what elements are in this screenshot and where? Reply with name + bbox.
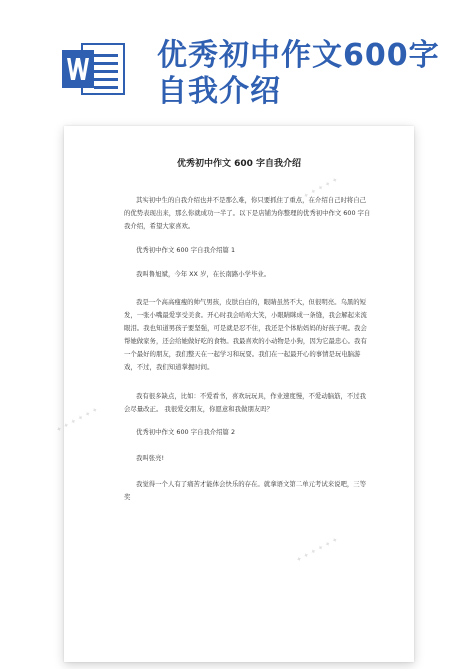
paragraph: 我叫张亮! (136, 454, 165, 462)
section-heading: 优秀初中作文 600 字自我介绍篇 2 (136, 428, 236, 436)
paragraph: 我是一个高高瘦瘦的帅气男孩，皮肤白白的，眼睛虽然不大，但很明亮。乌黑的短发，一张小嘴最爱享受美食。开心时我会哈哈大笑，小眼睛眯成一条缝，我会解起来流眼泪。我也知道男孩子要坚强，可是就是忍不住，我还是个体贴妈妈的好孩子呢。我会帮她做家务，还会给她做好吃的食物。我最喜欢的小动物是小狗，因为它最忠心。我有一个最好的朋友，我们整天在一起学习和玩耍。我们在一起最开心的事情是玩电脑游戏，不过，我们知道掌握时间。 (124, 298, 367, 371)
document-title: 优秀初中作文 600 字自我介绍 (176, 159, 302, 169)
paragraph: 我觉得一个人有了痛苦才能体会快乐的存在。就拿语文第二单元考试来说吧，三等奖 (124, 480, 367, 501)
watermark: ✦ ✦ ✦ ✦ ✦ ✦ (294, 535, 340, 565)
section-heading: 优秀初中作文 600 字自我介绍篇 1 (136, 246, 236, 254)
word-document-icon (60, 42, 126, 96)
paragraph: 其实初中生的自我介绍也并不是那么难，你只要抓住了重点，在介绍自己时将自己的优势表现出来，那么你就成功一半了。以下是店铺为你整理的优秀初中作文 600 字自我介绍，希望大家喜欢。 (124, 196, 371, 230)
paragraph: 我叫鲁旭斌，今年 XX 岁，在长南路小学毕业。 (136, 270, 271, 278)
watermark: ✦ ✦ ✦ ✦ ✦ ✦ (54, 405, 100, 435)
document-preview (54, 126, 414, 662)
paragraph: 我有很多缺点，比如：不爱看书，喜欢玩玩具，作业速度慢，不爱动脑筋，不过我会尽量改正。 我很爱交朋友，你愿意和我做朋友吗？ (124, 392, 367, 413)
watermark: ✦ ✦ ✦ ✦ ✦ ✦ (294, 175, 340, 205)
page-title: 优秀初中作文600字自我介绍 (157, 38, 440, 109)
page-header (0, 0, 474, 110)
